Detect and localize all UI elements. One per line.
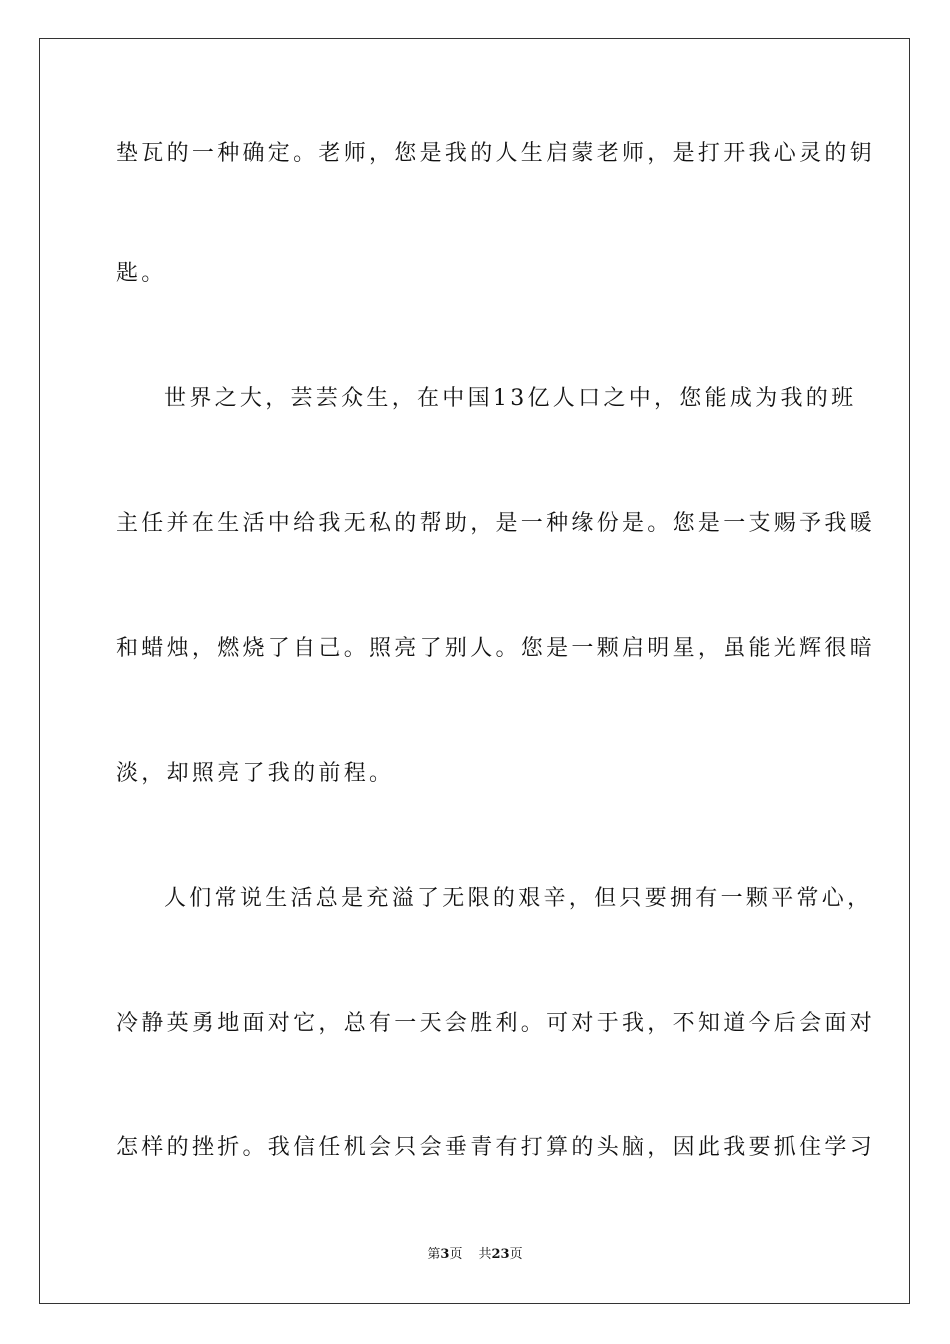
page-current-number: 3 bbox=[440, 1247, 450, 1262]
body-line-2: 匙。 bbox=[116, 261, 167, 286]
body-line-9: 怎样的挫折。我信任机会只会垂青有打算的头脑，因此我要抓住学习 bbox=[116, 1135, 876, 1160]
body-line-3: 世界之大，芸芸众生，在中国13亿人口之中，您能成为我的班 bbox=[164, 386, 857, 411]
total-suffix: 页 bbox=[509, 1247, 523, 1262]
page-border bbox=[39, 38, 910, 1304]
page-prefix: 第 bbox=[427, 1247, 441, 1262]
total-prefix: 共 bbox=[478, 1247, 492, 1262]
page-suffix: 页 bbox=[449, 1247, 463, 1262]
body-line-7: 人们常说生活总是充溢了无限的艰辛，但只要拥有一颗平常心， bbox=[164, 886, 873, 911]
body-line-6: 淡，却照亮了我的前程。 bbox=[116, 761, 395, 786]
page-total-number: 23 bbox=[491, 1247, 510, 1262]
body-line-4: 主任并在生活中给我无私的帮助，是一种缘份是。您是一支赐予我暖 bbox=[116, 511, 876, 536]
body-line-8: 冷静英勇地面对它，总有一天会胜利。可对于我，不知道今后会面对 bbox=[116, 1011, 876, 1036]
body-line-1: 垫瓦的一种确定。老师，您是我的人生启蒙老师，是打开我心灵的钥 bbox=[116, 141, 876, 166]
page-footer bbox=[0, 1247, 950, 1263]
body-line-5: 和蜡烛，燃烧了自己。照亮了别人。您是一颗启明星，虽能光辉很暗 bbox=[116, 636, 876, 661]
